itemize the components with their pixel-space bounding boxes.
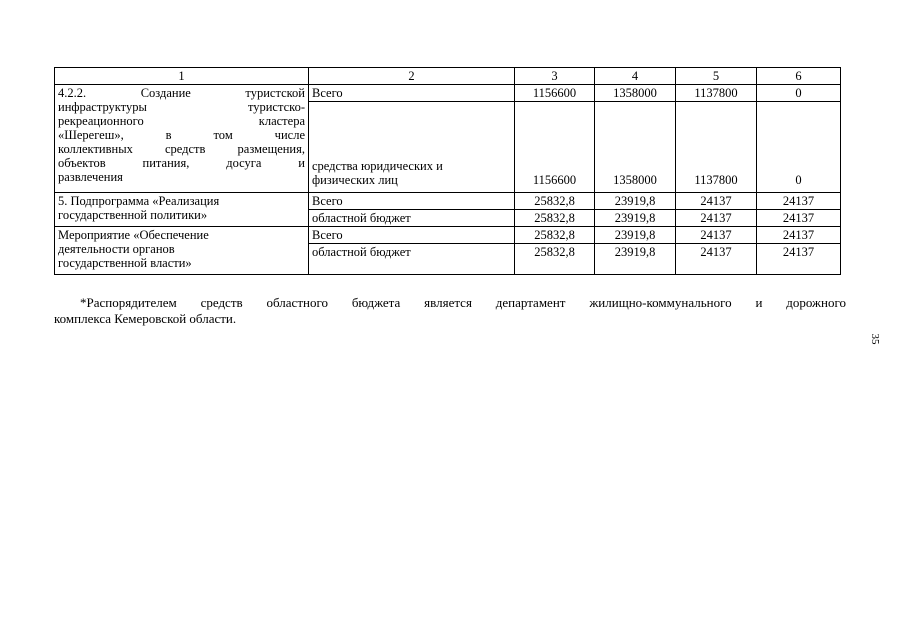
footnote-line: комплекса Кемеровской области. [54, 311, 237, 326]
value-cell: 24137 [757, 227, 841, 244]
desc-line: объектов питания, досуга и [58, 156, 305, 170]
header-cell: 3 [515, 68, 595, 85]
row-description [55, 227, 309, 275]
value-cell: 25832,8 [515, 193, 595, 210]
value-cell: 0 [757, 102, 841, 193]
desc-line: развлечения [58, 170, 123, 184]
row-description [55, 85, 309, 193]
desc-line: 4.2.2. Создание туристской [58, 86, 305, 100]
value-cell: 1156600 [515, 102, 595, 193]
table-row [55, 227, 841, 244]
desc-line: Мероприятие «Обеспечение [58, 228, 209, 242]
table-row [55, 85, 841, 102]
source-label: Всего [309, 85, 515, 102]
budget-table [54, 67, 841, 275]
value-cell: 25832,8 [515, 210, 595, 227]
value-cell: 24137 [676, 193, 757, 210]
footnote [54, 295, 846, 327]
source-label [309, 102, 515, 193]
desc-line: деятельности органов [58, 242, 175, 256]
desc-line: 5. Подпрограмма «Реализация [58, 194, 220, 208]
desc-line: государственной власти» [58, 256, 192, 270]
header-cell: 4 [595, 68, 676, 85]
desc-line: рекреационного кластера [58, 114, 305, 128]
value-cell: 1137800 [676, 102, 757, 193]
source-label-line: средства юридических и [312, 159, 443, 173]
desc-line: государственной политики» [58, 208, 208, 222]
desc-line: инфраструктуры туристско- [58, 100, 305, 114]
source-label-line: физических лиц [312, 173, 398, 187]
value-cell: 23919,8 [595, 193, 676, 210]
desc-line: «Шерегеш», в том числе [58, 128, 305, 142]
value-cell: 1358000 [595, 85, 676, 102]
value-cell: 0 [757, 85, 841, 102]
value-cell: 1358000 [595, 102, 676, 193]
header-cell: 5 [676, 68, 757, 85]
value-cell: 25832,8 [515, 227, 595, 244]
row-description [55, 193, 309, 227]
header-cell: 2 [309, 68, 515, 85]
value-cell: 1156600 [515, 85, 595, 102]
source-label: Всего [309, 193, 515, 210]
source-label: областной бюджет [309, 210, 515, 227]
value-cell: 23919,8 [595, 244, 676, 275]
value-cell: 24137 [757, 193, 841, 210]
source-label: областной бюджет [309, 244, 515, 275]
value-cell: 24137 [757, 244, 841, 275]
value-cell: 24137 [757, 210, 841, 227]
value-cell: 24137 [676, 244, 757, 275]
source-label: Всего [309, 227, 515, 244]
value-cell: 25832,8 [515, 244, 595, 275]
page-number: 35 [869, 333, 881, 345]
header-cell: 1 [55, 68, 309, 85]
desc-line: коллективных средств размещения, [58, 142, 305, 156]
table-row [55, 193, 841, 210]
value-cell: 24137 [676, 210, 757, 227]
table-header-row [55, 68, 841, 85]
value-cell: 24137 [676, 227, 757, 244]
value-cell: 23919,8 [595, 210, 676, 227]
value-cell: 1137800 [676, 85, 757, 102]
header-cell: 6 [757, 68, 841, 85]
value-cell: 23919,8 [595, 227, 676, 244]
footnote-line: *Распорядителем средств областного бюджета является департамент жилищно-коммунального и дорожного [80, 295, 846, 310]
